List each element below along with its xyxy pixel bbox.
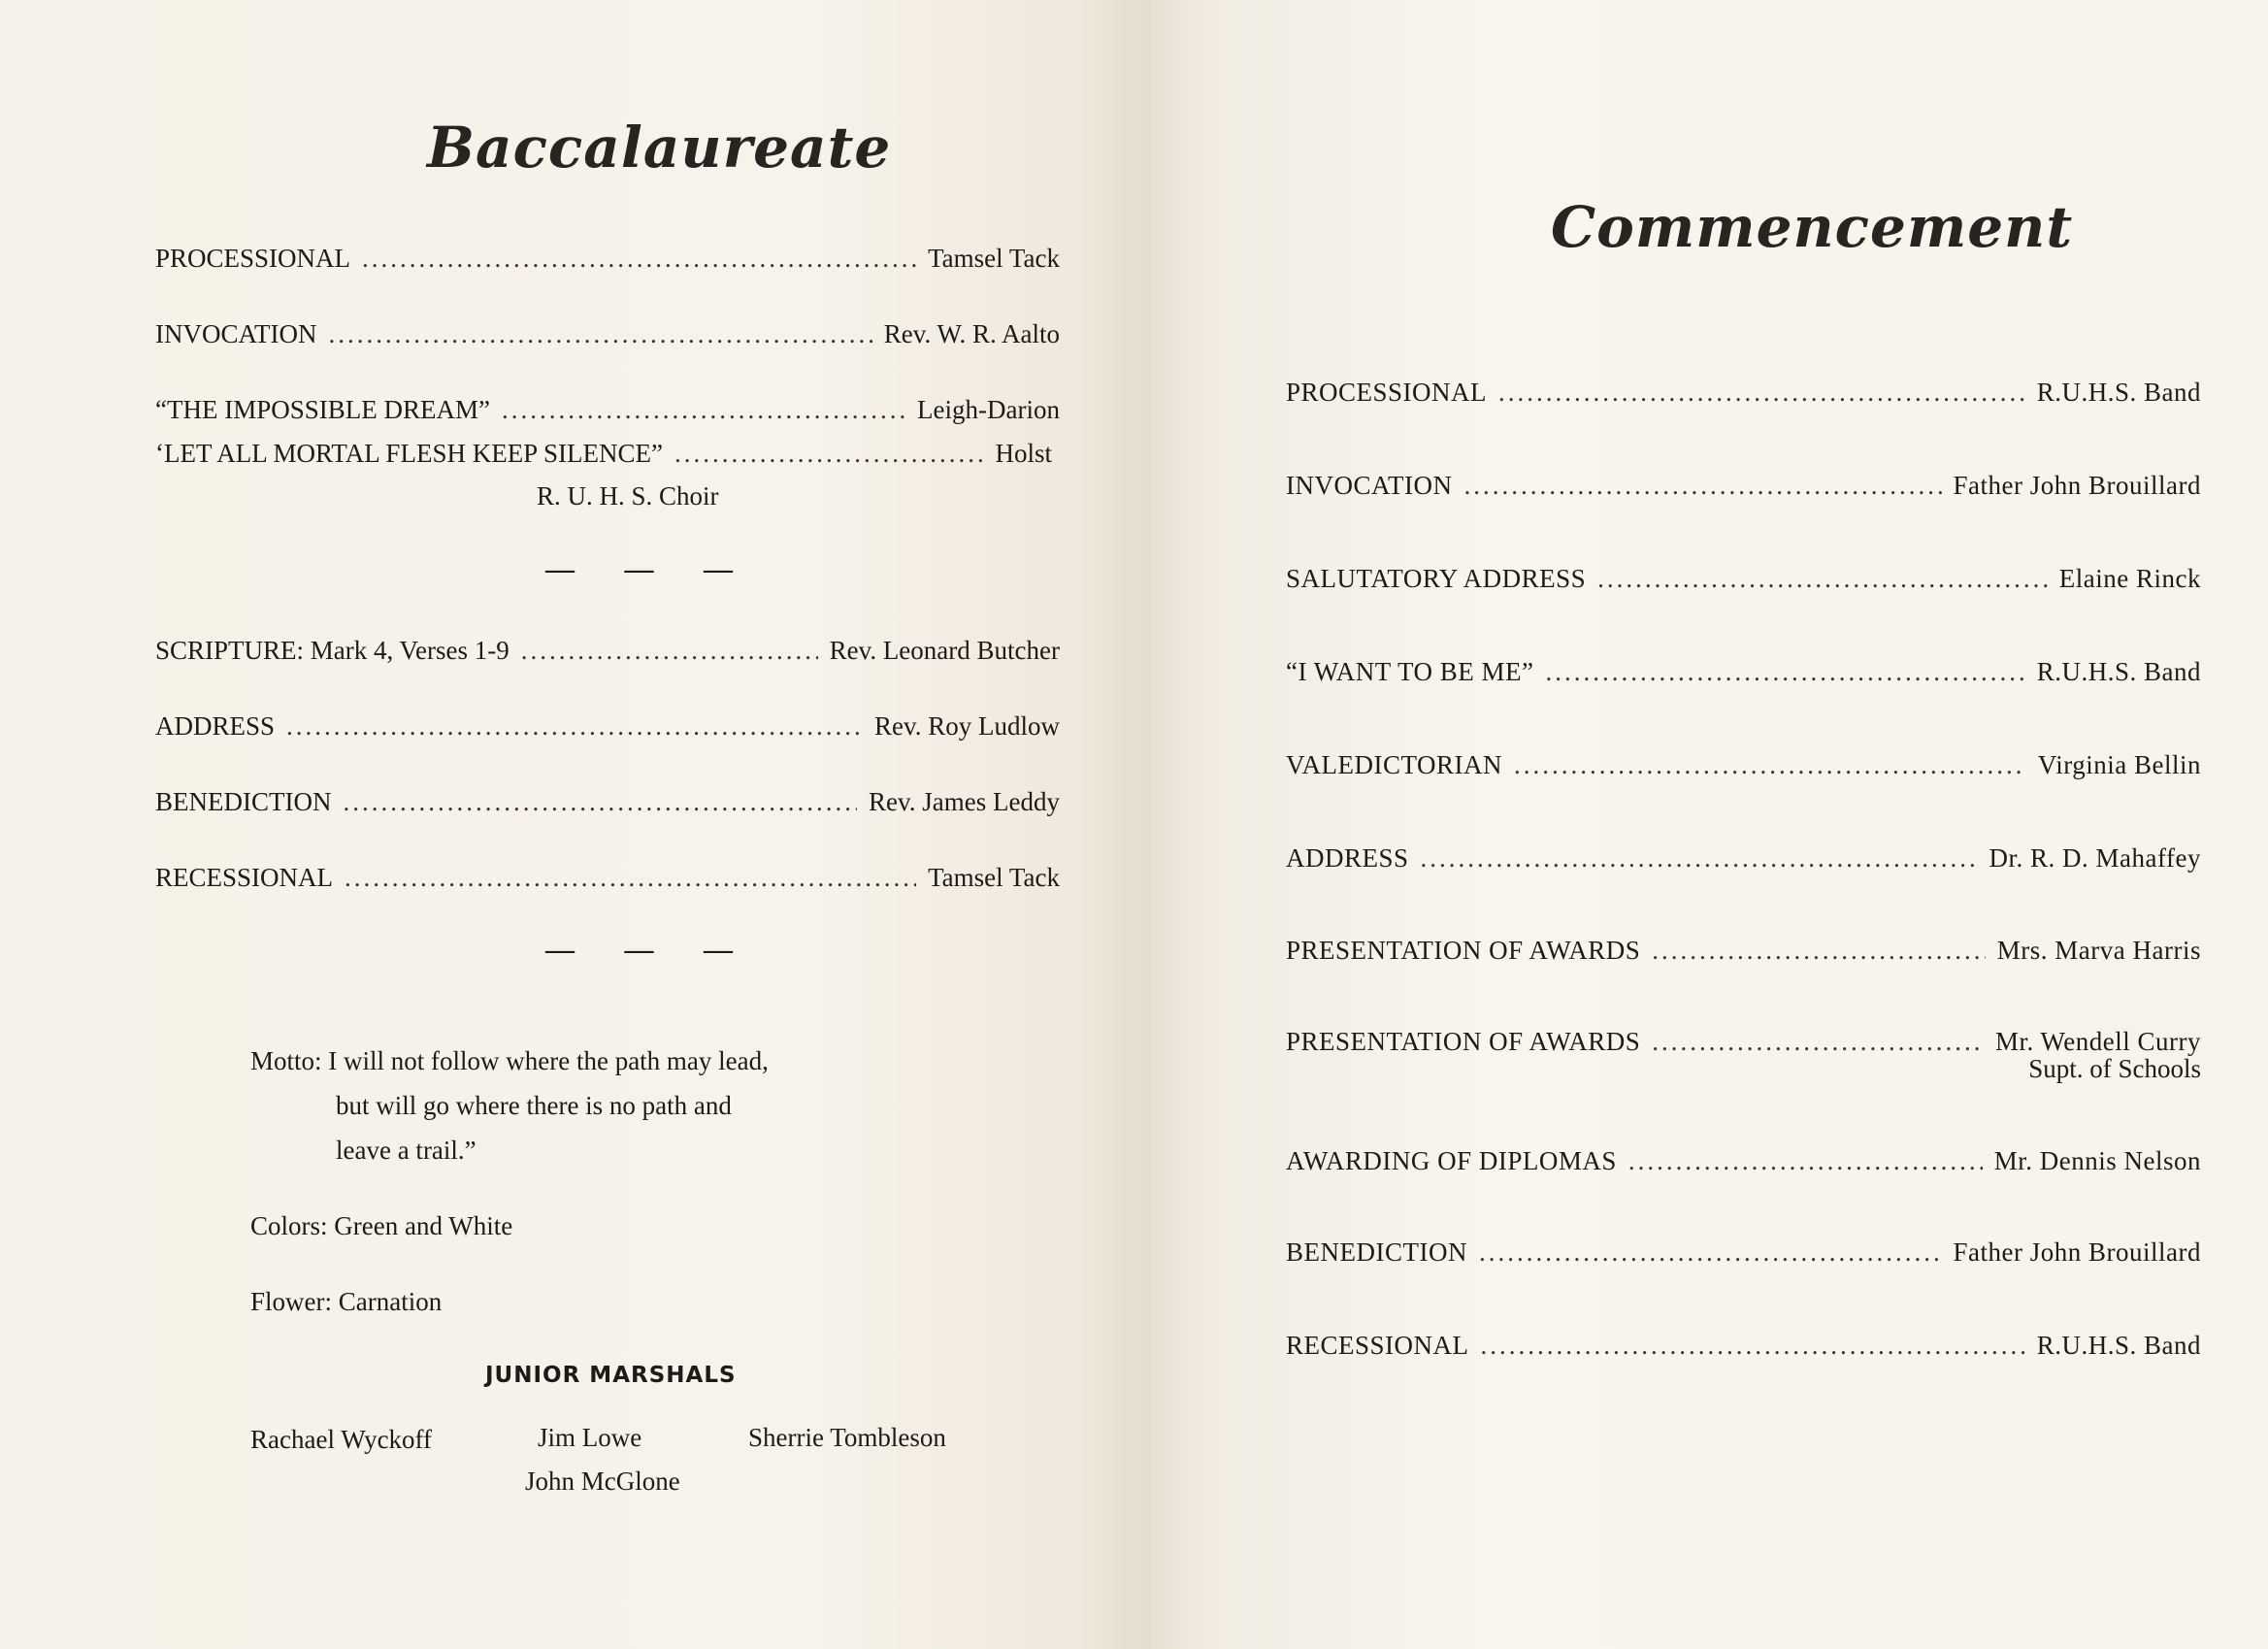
program-row (1286, 377, 2201, 408)
program-row (155, 710, 1060, 742)
program-item-label: INVOCATION (1286, 471, 1453, 500)
motto-line: leave a trail.” (336, 1136, 477, 1165)
program-item-performer: Tamsel Tack (928, 244, 1060, 273)
program-item-performer: R.U.H.S. Band (2036, 657, 2201, 686)
program-row (155, 318, 1060, 349)
leader-dots (1421, 842, 1978, 874)
leader-dots (343, 786, 857, 817)
program-row (1286, 656, 2201, 687)
program-item-label: PROCESSIONAL (1286, 378, 1488, 407)
leader-dots (1514, 749, 2026, 780)
program-item-performer: Elaine Rinck (2058, 564, 2201, 593)
program-item-performer: Rev. James Leddy (869, 787, 1060, 816)
program-item-label: SCRIPTURE: Mark 4, Verses 1-9 (155, 636, 509, 665)
choir-credit: R. U. H. S. Choir (537, 481, 719, 511)
program-item-label: AWARDING OF DIPLOMAS (1286, 1146, 1617, 1175)
leader-dots (328, 318, 871, 349)
program-item-performer: Dr. R. D. Mahaffey (1989, 843, 2201, 873)
program-item-performer: Virginia Bellin (2037, 750, 2201, 779)
marshal-name: Sherrie Tombleson (748, 1423, 946, 1452)
motto-line: but will go where there is no path and (336, 1091, 732, 1120)
section-separator: — — — (545, 934, 754, 966)
commencement-title: Commencement (1551, 194, 2074, 260)
motto-line: Motto: I will not follow where the path may lead, (250, 1046, 769, 1075)
leader-dots (1498, 377, 2025, 408)
program-row (1286, 749, 2201, 780)
section-separator: — — — (545, 553, 754, 585)
supt-of-schools: Supt. of Schools (2028, 1054, 2201, 1083)
program-item-performer: Rev. Leonard Butcher (829, 636, 1060, 665)
class-flower: Flower: Carnation (250, 1287, 443, 1316)
leader-dots (521, 635, 818, 666)
program-row (155, 862, 1060, 893)
leader-dots (1597, 563, 2048, 594)
program-item-label: ADDRESS (155, 711, 276, 741)
program-row (1286, 563, 2201, 594)
program-row (1286, 1145, 2201, 1176)
program-item-performer: Father John Brouillard (1953, 471, 2201, 500)
commencement-page (1150, 0, 2268, 1649)
program-item-label: “THE IMPOSSIBLE DREAM” (155, 395, 490, 424)
program-item-label: BENEDICTION (1286, 1237, 1467, 1267)
program-row (155, 243, 1060, 274)
program-item-performer: Leigh-Darion (917, 395, 1060, 424)
leader-dots (286, 710, 863, 742)
program-item-performer: Mr. Dennis Nelson (1993, 1146, 2201, 1175)
program-item-label: PRESENTATION OF AWARDS (1286, 936, 1641, 965)
leader-dots (1652, 935, 1986, 966)
program-item-performer: Tamsel Tack (928, 863, 1060, 892)
leader-dots (1652, 1026, 1984, 1057)
marshal-name: Rachael Wyckoff (250, 1425, 433, 1454)
program-item-performer: Mrs. Marva Harris (1996, 936, 2201, 965)
program-item-label: PRESENTATION OF AWARDS (1286, 1027, 1641, 1056)
junior-marshals-heading: JUNIOR MARSHALS (485, 1363, 737, 1388)
program-item-label: ‘LET ALL MORTAL FLESH KEEP SILENCE” (155, 439, 663, 468)
program-row (1286, 470, 2201, 501)
program-row (1286, 1330, 2201, 1361)
program-row (155, 786, 1060, 817)
leader-dots (1545, 656, 2024, 687)
program-item-label: PROCESSIONAL (155, 244, 351, 273)
leader-dots (1628, 1145, 1983, 1176)
leader-dots (502, 394, 905, 425)
program-item-performer: Rev. W. R. Aalto (883, 319, 1060, 348)
program-item-label: RECESSIONAL (155, 863, 334, 892)
program-item-label: ADDRESS (1286, 843, 1409, 873)
leader-dots (1481, 1330, 2025, 1361)
program-row (155, 635, 1060, 666)
program-row (155, 438, 1052, 469)
leader-dots (362, 243, 916, 274)
marshal-name: John McGlone (525, 1467, 680, 1496)
leader-dots (1479, 1237, 1942, 1268)
program-item-performer: Rev. Roy Ludlow (874, 711, 1060, 741)
program-item-label: BENEDICTION (155, 787, 332, 816)
program-item-performer: Mr. Wendell Curry (1994, 1027, 2201, 1056)
class-colors: Colors: Green and White (250, 1211, 513, 1240)
leader-dots (1463, 470, 1941, 501)
baccalaureate-title: Baccalaureate (427, 115, 892, 181)
program-row (155, 394, 1060, 425)
program-item-label: SALUTATORY ADDRESS (1286, 564, 1587, 593)
leader-dots (674, 438, 984, 469)
program-item-performer: Holst (995, 439, 1052, 468)
program-item-performer: R.U.H.S. Band (2036, 378, 2201, 407)
program-item-label: VALEDICTORIAN (1286, 750, 1503, 779)
leader-dots (345, 862, 916, 893)
program-row (1286, 1026, 2201, 1057)
program-item-performer: Father John Brouillard (1953, 1237, 2201, 1267)
program-row (1286, 1237, 2201, 1268)
program-row (1286, 842, 2201, 874)
program-item-label: INVOCATION (155, 319, 317, 348)
marshal-name: Jim Lowe (538, 1423, 642, 1452)
program-item-performer: R.U.H.S. Band (2036, 1331, 2201, 1360)
program-row (1286, 935, 2201, 966)
program-item-label: RECESSIONAL (1286, 1331, 1469, 1360)
program-item-label: “I WANT TO BE ME” (1286, 657, 1534, 686)
